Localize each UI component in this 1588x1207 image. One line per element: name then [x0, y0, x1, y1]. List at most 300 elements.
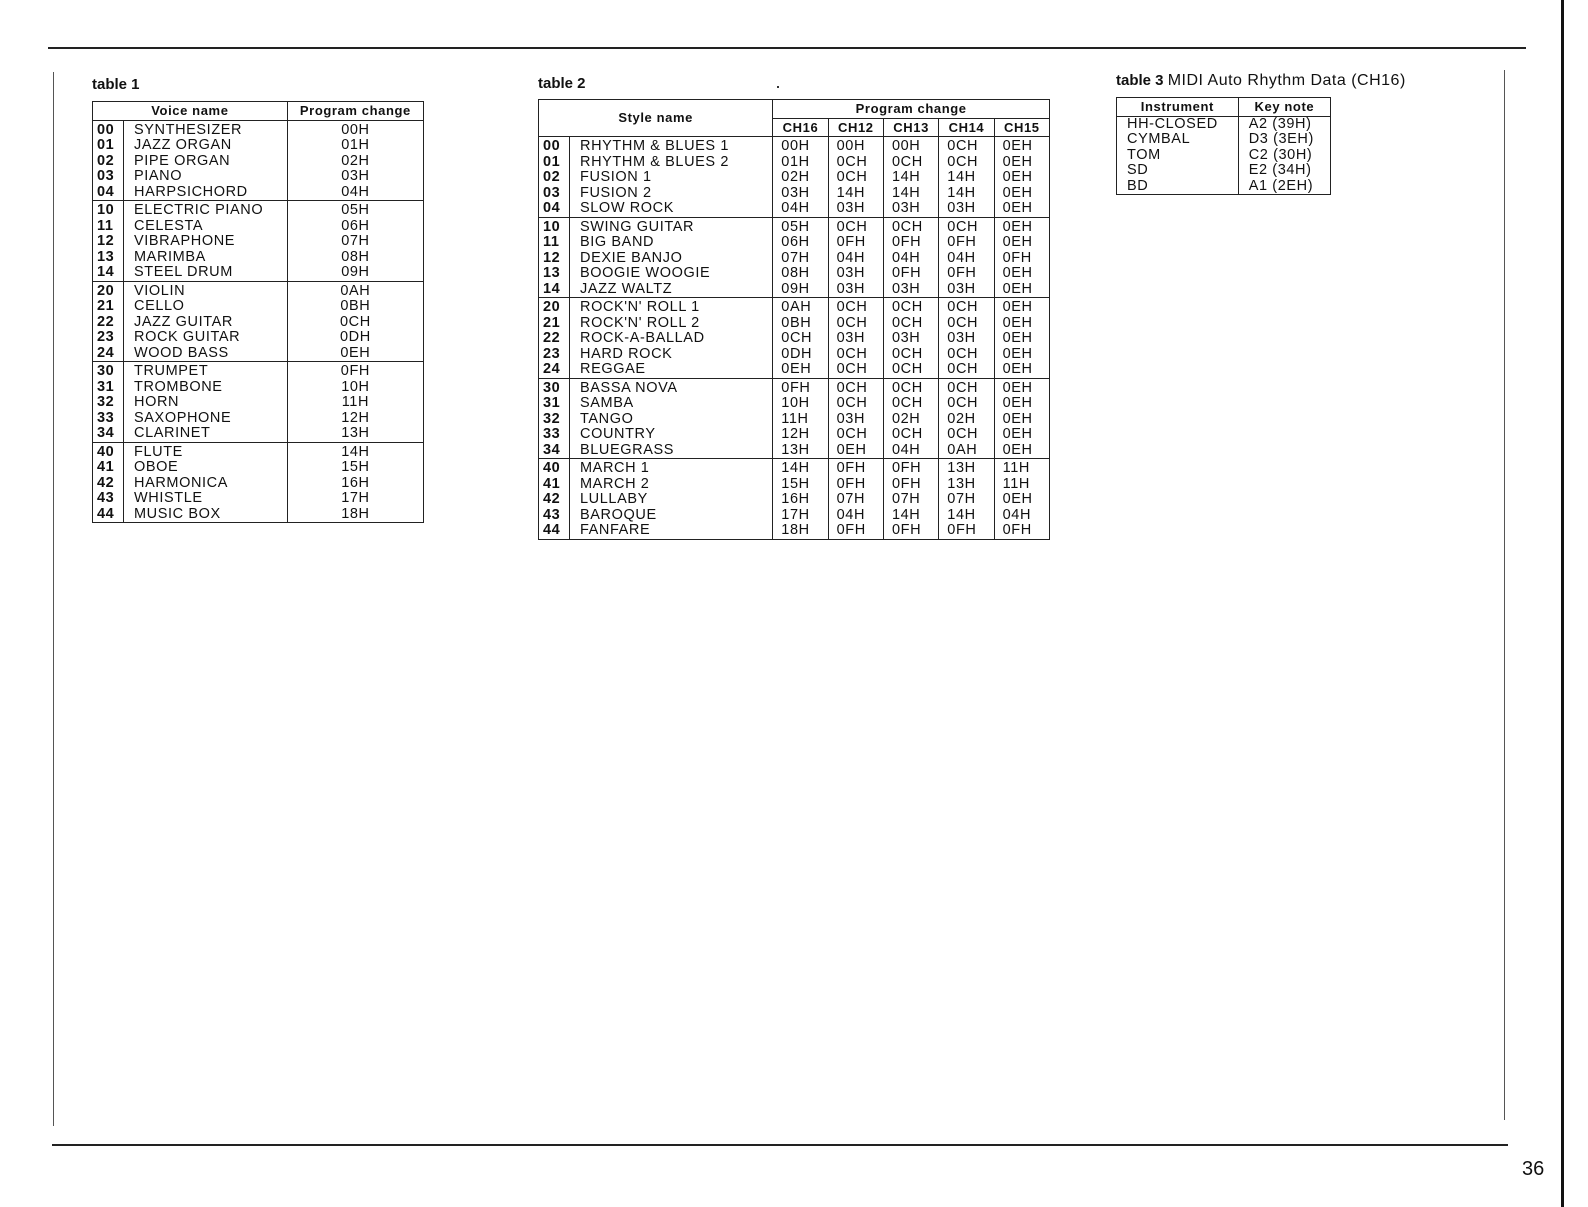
style-name: BLUEGRASS	[570, 443, 773, 459]
channel-value: 0EH	[994, 155, 1049, 171]
style-number: 44	[539, 523, 570, 539]
channel-value: 04H	[773, 201, 828, 217]
bottom-rule	[52, 1144, 1508, 1146]
voice-name: PIANO	[124, 169, 288, 185]
table-row	[539, 492, 1050, 508]
channel-value: 0FH	[883, 477, 938, 493]
table-row	[539, 412, 1050, 428]
voice-name: SYNTHESIZER	[124, 120, 288, 138]
table-row	[93, 411, 424, 427]
voice-name: HORN	[124, 395, 288, 411]
channel-value: 0EH	[994, 492, 1049, 508]
channel-value: 08H	[773, 266, 828, 282]
channel-value: 0CH	[828, 427, 883, 443]
channel-value: 04H	[883, 443, 938, 459]
style-number: 33	[539, 427, 570, 443]
table-row	[93, 346, 424, 362]
table-row	[539, 378, 1050, 396]
channel-value: 0CH	[828, 347, 883, 363]
style-name: BIG BAND	[570, 235, 773, 251]
table-row	[539, 347, 1050, 363]
style-name: MARCH 1	[570, 459, 773, 477]
channel-value: 07H	[883, 492, 938, 508]
voice-number: 00	[93, 120, 124, 138]
program-change-header: Program change	[287, 102, 423, 121]
program-change-value: 14H	[287, 442, 423, 460]
style-number: 43	[539, 508, 570, 524]
style-name: FANFARE	[570, 523, 773, 539]
channel-value: 0EH	[994, 396, 1049, 412]
channel-value: 14H	[939, 508, 994, 524]
style-number: 11	[539, 235, 570, 251]
channel-value: 0AH	[773, 298, 828, 316]
style-number: 14	[539, 282, 570, 298]
voice-name: HARPSICHORD	[124, 185, 288, 201]
channel-value: 0EH	[994, 217, 1049, 235]
style-name: ROCK-A-BALLAD	[570, 331, 773, 347]
voice-number: 20	[93, 281, 124, 299]
channel-value: 03H	[939, 282, 994, 298]
channel-value: 0CH	[939, 298, 994, 316]
voice-number: 10	[93, 201, 124, 219]
channel-value: 0EH	[994, 266, 1049, 282]
voice-number: 32	[93, 395, 124, 411]
table3-subtitle: MIDI Auto Rhythm Data (CH16)	[1167, 72, 1406, 89]
channel-value: 00H	[773, 137, 828, 155]
program-change-value: 00H	[287, 120, 423, 138]
voice-number: 02	[93, 154, 124, 170]
style-number: 10	[539, 217, 570, 235]
channel-value: 04H	[994, 508, 1049, 524]
channel-value: 14H	[883, 508, 938, 524]
channel-value: 07H	[939, 492, 994, 508]
style-name: RHYTHM & BLUES 1	[570, 137, 773, 155]
style-name: COUNTRY	[570, 427, 773, 443]
style-name: HARD ROCK	[570, 347, 773, 363]
left-margin-line	[53, 72, 54, 1126]
channel-value: 0EH	[994, 412, 1049, 428]
table-row	[93, 491, 424, 507]
speck	[777, 86, 779, 88]
channel-value: 11H	[994, 459, 1049, 477]
table-row	[539, 170, 1050, 186]
instrument-header: Instrument	[1117, 98, 1239, 117]
style-number: 00	[539, 137, 570, 155]
channel-value: 02H	[883, 412, 938, 428]
channel-value: 14H	[939, 170, 994, 186]
style-number: 24	[539, 362, 570, 378]
channel-value: 03H	[828, 282, 883, 298]
channel-value: 03H	[773, 186, 828, 202]
program-change-value: 07H	[287, 234, 423, 250]
style-name: FUSION 2	[570, 186, 773, 202]
program-change-value: 0AH	[287, 281, 423, 299]
program-change-value: 16H	[287, 476, 423, 492]
voice-table-body	[93, 120, 424, 523]
channel-value: 0CH	[828, 362, 883, 378]
voice-name: SAXOPHONE	[124, 411, 288, 427]
voice-number: 42	[93, 476, 124, 492]
table-row	[93, 281, 424, 299]
table-row	[1117, 132, 1331, 148]
channel-value: 0EH	[994, 235, 1049, 251]
channel-value: 0CH	[939, 217, 994, 235]
channel-value: 0CH	[883, 298, 938, 316]
table-row	[1117, 116, 1331, 132]
channel-value: 0FH	[994, 523, 1049, 539]
table-row	[93, 442, 424, 460]
channel-value: 0EH	[994, 201, 1049, 217]
voice-name: CELESTA	[124, 219, 288, 235]
channel-value: 0CH	[883, 378, 938, 396]
channel-value: 0CH	[883, 396, 938, 412]
channel-value: 0CH	[939, 137, 994, 155]
channel-value: 0EH	[773, 362, 828, 378]
channel-value: 0CH	[939, 362, 994, 378]
style-number: 34	[539, 443, 570, 459]
style-name-header: Style name	[539, 100, 773, 137]
voice-number: 21	[93, 299, 124, 315]
channel-value: 15H	[773, 477, 828, 493]
style-number: 01	[539, 155, 570, 171]
program-change-header: Program change	[773, 100, 1050, 119]
channel-value: 0EH	[994, 443, 1049, 459]
style-number: 12	[539, 251, 570, 267]
channel-value: 0CH	[939, 316, 994, 332]
style-name: ROCK'N' ROLL 1	[570, 298, 773, 316]
table-row	[539, 235, 1050, 251]
style-name: DEXIE BANJO	[570, 251, 773, 267]
channel-value: 12H	[773, 427, 828, 443]
key-note-header: Key note	[1238, 98, 1330, 117]
channel-value: 03H	[883, 282, 938, 298]
table-row	[93, 507, 424, 523]
table-row	[93, 330, 424, 346]
channel-value: 16H	[773, 492, 828, 508]
style-name: SWING GUITAR	[570, 217, 773, 235]
table-row	[93, 120, 424, 138]
channel-value: 0EH	[828, 443, 883, 459]
channel-value: 0CH	[828, 316, 883, 332]
table-row	[539, 459, 1050, 477]
channel-value: 13H	[773, 443, 828, 459]
style-number: 32	[539, 412, 570, 428]
instrument-name: HH-CLOSED	[1117, 116, 1239, 132]
voice-number: 30	[93, 362, 124, 380]
voice-name: WHISTLE	[124, 491, 288, 507]
channel-value: 0FH	[828, 235, 883, 251]
table-row	[93, 185, 424, 201]
channel-value: 0FH	[939, 235, 994, 251]
voice-number: 43	[93, 491, 124, 507]
style-name: ROCK'N' ROLL 2	[570, 316, 773, 332]
style-name: JAZZ WALTZ	[570, 282, 773, 298]
voice-number: 12	[93, 234, 124, 250]
table-row	[539, 427, 1050, 443]
channel-header: CH12	[828, 118, 883, 137]
channel-value: 05H	[773, 217, 828, 235]
table-row	[93, 315, 424, 331]
table-row	[93, 250, 424, 266]
style-number: 22	[539, 331, 570, 347]
voice-number: 44	[93, 507, 124, 523]
table3-caption	[1116, 72, 1406, 90]
channel-value: 14H	[828, 186, 883, 202]
instrument-name: SD	[1117, 163, 1239, 179]
program-change-value: 0CH	[287, 315, 423, 331]
voice-table	[92, 101, 424, 523]
program-change-value: 09H	[287, 265, 423, 281]
style-number: 42	[539, 492, 570, 508]
style-number: 41	[539, 477, 570, 493]
program-change-value: 06H	[287, 219, 423, 235]
voice-name: MARIMBA	[124, 250, 288, 266]
channel-value: 0FH	[994, 251, 1049, 267]
table-row	[1117, 148, 1331, 164]
voice-number: 24	[93, 346, 124, 362]
voice-name: CLARINET	[124, 426, 288, 442]
style-number: 23	[539, 347, 570, 363]
channel-value: 0DH	[773, 347, 828, 363]
style-name: FUSION 1	[570, 170, 773, 186]
table-row	[539, 201, 1050, 217]
style-name: SAMBA	[570, 396, 773, 412]
channel-value: 0EH	[994, 186, 1049, 202]
program-change-value: 0BH	[287, 299, 423, 315]
channel-value: 0EH	[994, 378, 1049, 396]
table-row	[93, 169, 424, 185]
channel-value: 07H	[828, 492, 883, 508]
channel-value: 0BH	[773, 316, 828, 332]
style-number: 13	[539, 266, 570, 282]
key-note-value: A1 (2EH)	[1238, 179, 1330, 195]
voice-name: CELLO	[124, 299, 288, 315]
program-change-value: 03H	[287, 169, 423, 185]
key-note-value: D3 (3EH)	[1238, 132, 1330, 148]
channel-value: 0EH	[994, 362, 1049, 378]
voice-number: 14	[93, 265, 124, 281]
channel-value: 09H	[773, 282, 828, 298]
channel-value: 0FH	[828, 459, 883, 477]
style-table	[538, 99, 1050, 540]
instrument-name: CYMBAL	[1117, 132, 1239, 148]
table-row	[539, 251, 1050, 267]
channel-value: 0FH	[939, 266, 994, 282]
voice-name: ELECTRIC PIANO	[124, 201, 288, 219]
key-note-value: C2 (30H)	[1238, 148, 1330, 164]
style-name: BASSA NOVA	[570, 378, 773, 396]
program-change-value: 02H	[287, 154, 423, 170]
channel-value: 0CH	[939, 427, 994, 443]
voice-name: TRUMPET	[124, 362, 288, 380]
program-change-value: 08H	[287, 250, 423, 266]
style-number: 03	[539, 186, 570, 202]
channel-value: 03H	[828, 266, 883, 282]
voice-name: VIOLIN	[124, 281, 288, 299]
channel-header: CH13	[883, 118, 938, 137]
program-change-value: 13H	[287, 426, 423, 442]
channel-header: CH16	[773, 118, 828, 137]
channel-value: 14H	[883, 170, 938, 186]
table-row	[93, 476, 424, 492]
channel-value: 04H	[883, 251, 938, 267]
channel-value: 03H	[939, 331, 994, 347]
channel-value: 0CH	[883, 347, 938, 363]
top-rule	[48, 47, 1526, 49]
channel-value: 0FH	[883, 235, 938, 251]
channel-value: 0EH	[994, 331, 1049, 347]
channel-value: 03H	[828, 412, 883, 428]
voice-name: ROCK GUITAR	[124, 330, 288, 346]
instrument-name: BD	[1117, 179, 1239, 195]
style-name: RHYTHM & BLUES 2	[570, 155, 773, 171]
voice-number: 34	[93, 426, 124, 442]
table-row	[1117, 179, 1331, 195]
channel-value: 02H	[773, 170, 828, 186]
binding-edge	[1561, 0, 1564, 1207]
table-row	[539, 331, 1050, 347]
program-change-value: 10H	[287, 380, 423, 396]
channel-value: 03H	[939, 201, 994, 217]
table-row	[539, 282, 1050, 298]
voice-name: OBOE	[124, 460, 288, 476]
channel-value: 04H	[939, 251, 994, 267]
key-note-value: E2 (34H)	[1238, 163, 1330, 179]
voice-name: TROMBONE	[124, 380, 288, 396]
program-change-value: 0EH	[287, 346, 423, 362]
page-number: 36	[1522, 1158, 1545, 1180]
voice-number: 11	[93, 219, 124, 235]
channel-value: 0FH	[883, 266, 938, 282]
channel-value: 0FH	[939, 523, 994, 539]
style-number: 31	[539, 396, 570, 412]
right-margin-line	[1504, 70, 1505, 1120]
channel-value: 17H	[773, 508, 828, 524]
style-name: LULLABY	[570, 492, 773, 508]
voice-number: 13	[93, 250, 124, 266]
voice-number: 23	[93, 330, 124, 346]
channel-value: 0EH	[994, 137, 1049, 155]
style-number: 21	[539, 316, 570, 332]
table-row	[539, 266, 1050, 282]
channel-value: 06H	[773, 235, 828, 251]
table-row	[93, 395, 424, 411]
table-row	[93, 362, 424, 380]
table-row	[539, 217, 1050, 235]
voice-name: STEEL DRUM	[124, 265, 288, 281]
voice-name: HARMONICA	[124, 476, 288, 492]
channel-value: 0AH	[939, 443, 994, 459]
voice-number: 41	[93, 460, 124, 476]
table-row	[93, 154, 424, 170]
table-row	[539, 477, 1050, 493]
channel-value: 04H	[828, 251, 883, 267]
table-row	[93, 380, 424, 396]
channel-value: 02H	[939, 412, 994, 428]
style-name: MARCH 2	[570, 477, 773, 493]
program-change-value: 0FH	[287, 362, 423, 380]
table-row	[539, 508, 1050, 524]
program-change-value: 05H	[287, 201, 423, 219]
channel-value: 18H	[773, 523, 828, 539]
channel-value: 0CH	[883, 316, 938, 332]
channel-value: 03H	[828, 331, 883, 347]
channel-value: 00H	[883, 137, 938, 155]
channel-value: 0EH	[994, 282, 1049, 298]
channel-value: 13H	[939, 459, 994, 477]
channel-value: 03H	[883, 201, 938, 217]
channel-value: 0CH	[828, 378, 883, 396]
channel-value: 14H	[773, 459, 828, 477]
channel-value: 0EH	[994, 298, 1049, 316]
table3-label: table 3	[1116, 72, 1164, 89]
table-row	[539, 362, 1050, 378]
table2-caption: table 2	[538, 75, 586, 92]
voice-name: JAZZ ORGAN	[124, 138, 288, 154]
voice-number: 31	[93, 380, 124, 396]
channel-value: 0CH	[828, 396, 883, 412]
channel-header: CH14	[939, 118, 994, 137]
voice-name: PIPE ORGAN	[124, 154, 288, 170]
channel-value: 0FH	[828, 477, 883, 493]
voice-number: 01	[93, 138, 124, 154]
style-number: 02	[539, 170, 570, 186]
program-change-value: 15H	[287, 460, 423, 476]
voice-name: FLUTE	[124, 442, 288, 460]
table-row	[539, 186, 1050, 202]
channel-value: 0EH	[994, 170, 1049, 186]
table-row	[539, 443, 1050, 459]
channel-value: 0EH	[994, 427, 1049, 443]
channel-value: 0CH	[828, 170, 883, 186]
channel-value: 0CH	[883, 155, 938, 171]
channel-value: 0CH	[883, 362, 938, 378]
channel-value: 0CH	[828, 298, 883, 316]
voice-number: 33	[93, 411, 124, 427]
channel-value: 0EH	[994, 316, 1049, 332]
program-change-value: 17H	[287, 491, 423, 507]
table-row	[93, 265, 424, 281]
table-row	[539, 137, 1050, 155]
channel-value: 13H	[939, 477, 994, 493]
channel-header: CH15	[994, 118, 1049, 137]
table-row	[93, 460, 424, 476]
style-table-body	[539, 137, 1050, 540]
rhythm-table-body	[1117, 116, 1331, 195]
channel-value: 0CH	[883, 217, 938, 235]
table-row	[539, 396, 1050, 412]
channel-value: 03H	[828, 201, 883, 217]
voice-number: 22	[93, 315, 124, 331]
table-row	[93, 426, 424, 442]
table-row	[93, 201, 424, 219]
table-row	[539, 316, 1050, 332]
channel-value: 0FH	[773, 378, 828, 396]
channel-value: 0FH	[828, 523, 883, 539]
style-name: BAROQUE	[570, 508, 773, 524]
program-change-value: 12H	[287, 411, 423, 427]
channel-value: 0FH	[883, 523, 938, 539]
channel-value: 0CH	[828, 217, 883, 235]
style-name: REGGAE	[570, 362, 773, 378]
channel-value: 04H	[828, 508, 883, 524]
instrument-name: TOM	[1117, 148, 1239, 164]
channel-value: 0EH	[994, 347, 1049, 363]
channel-value: 03H	[883, 331, 938, 347]
table-row	[539, 155, 1050, 171]
channel-value: 0CH	[773, 331, 828, 347]
channel-value: 0FH	[883, 459, 938, 477]
